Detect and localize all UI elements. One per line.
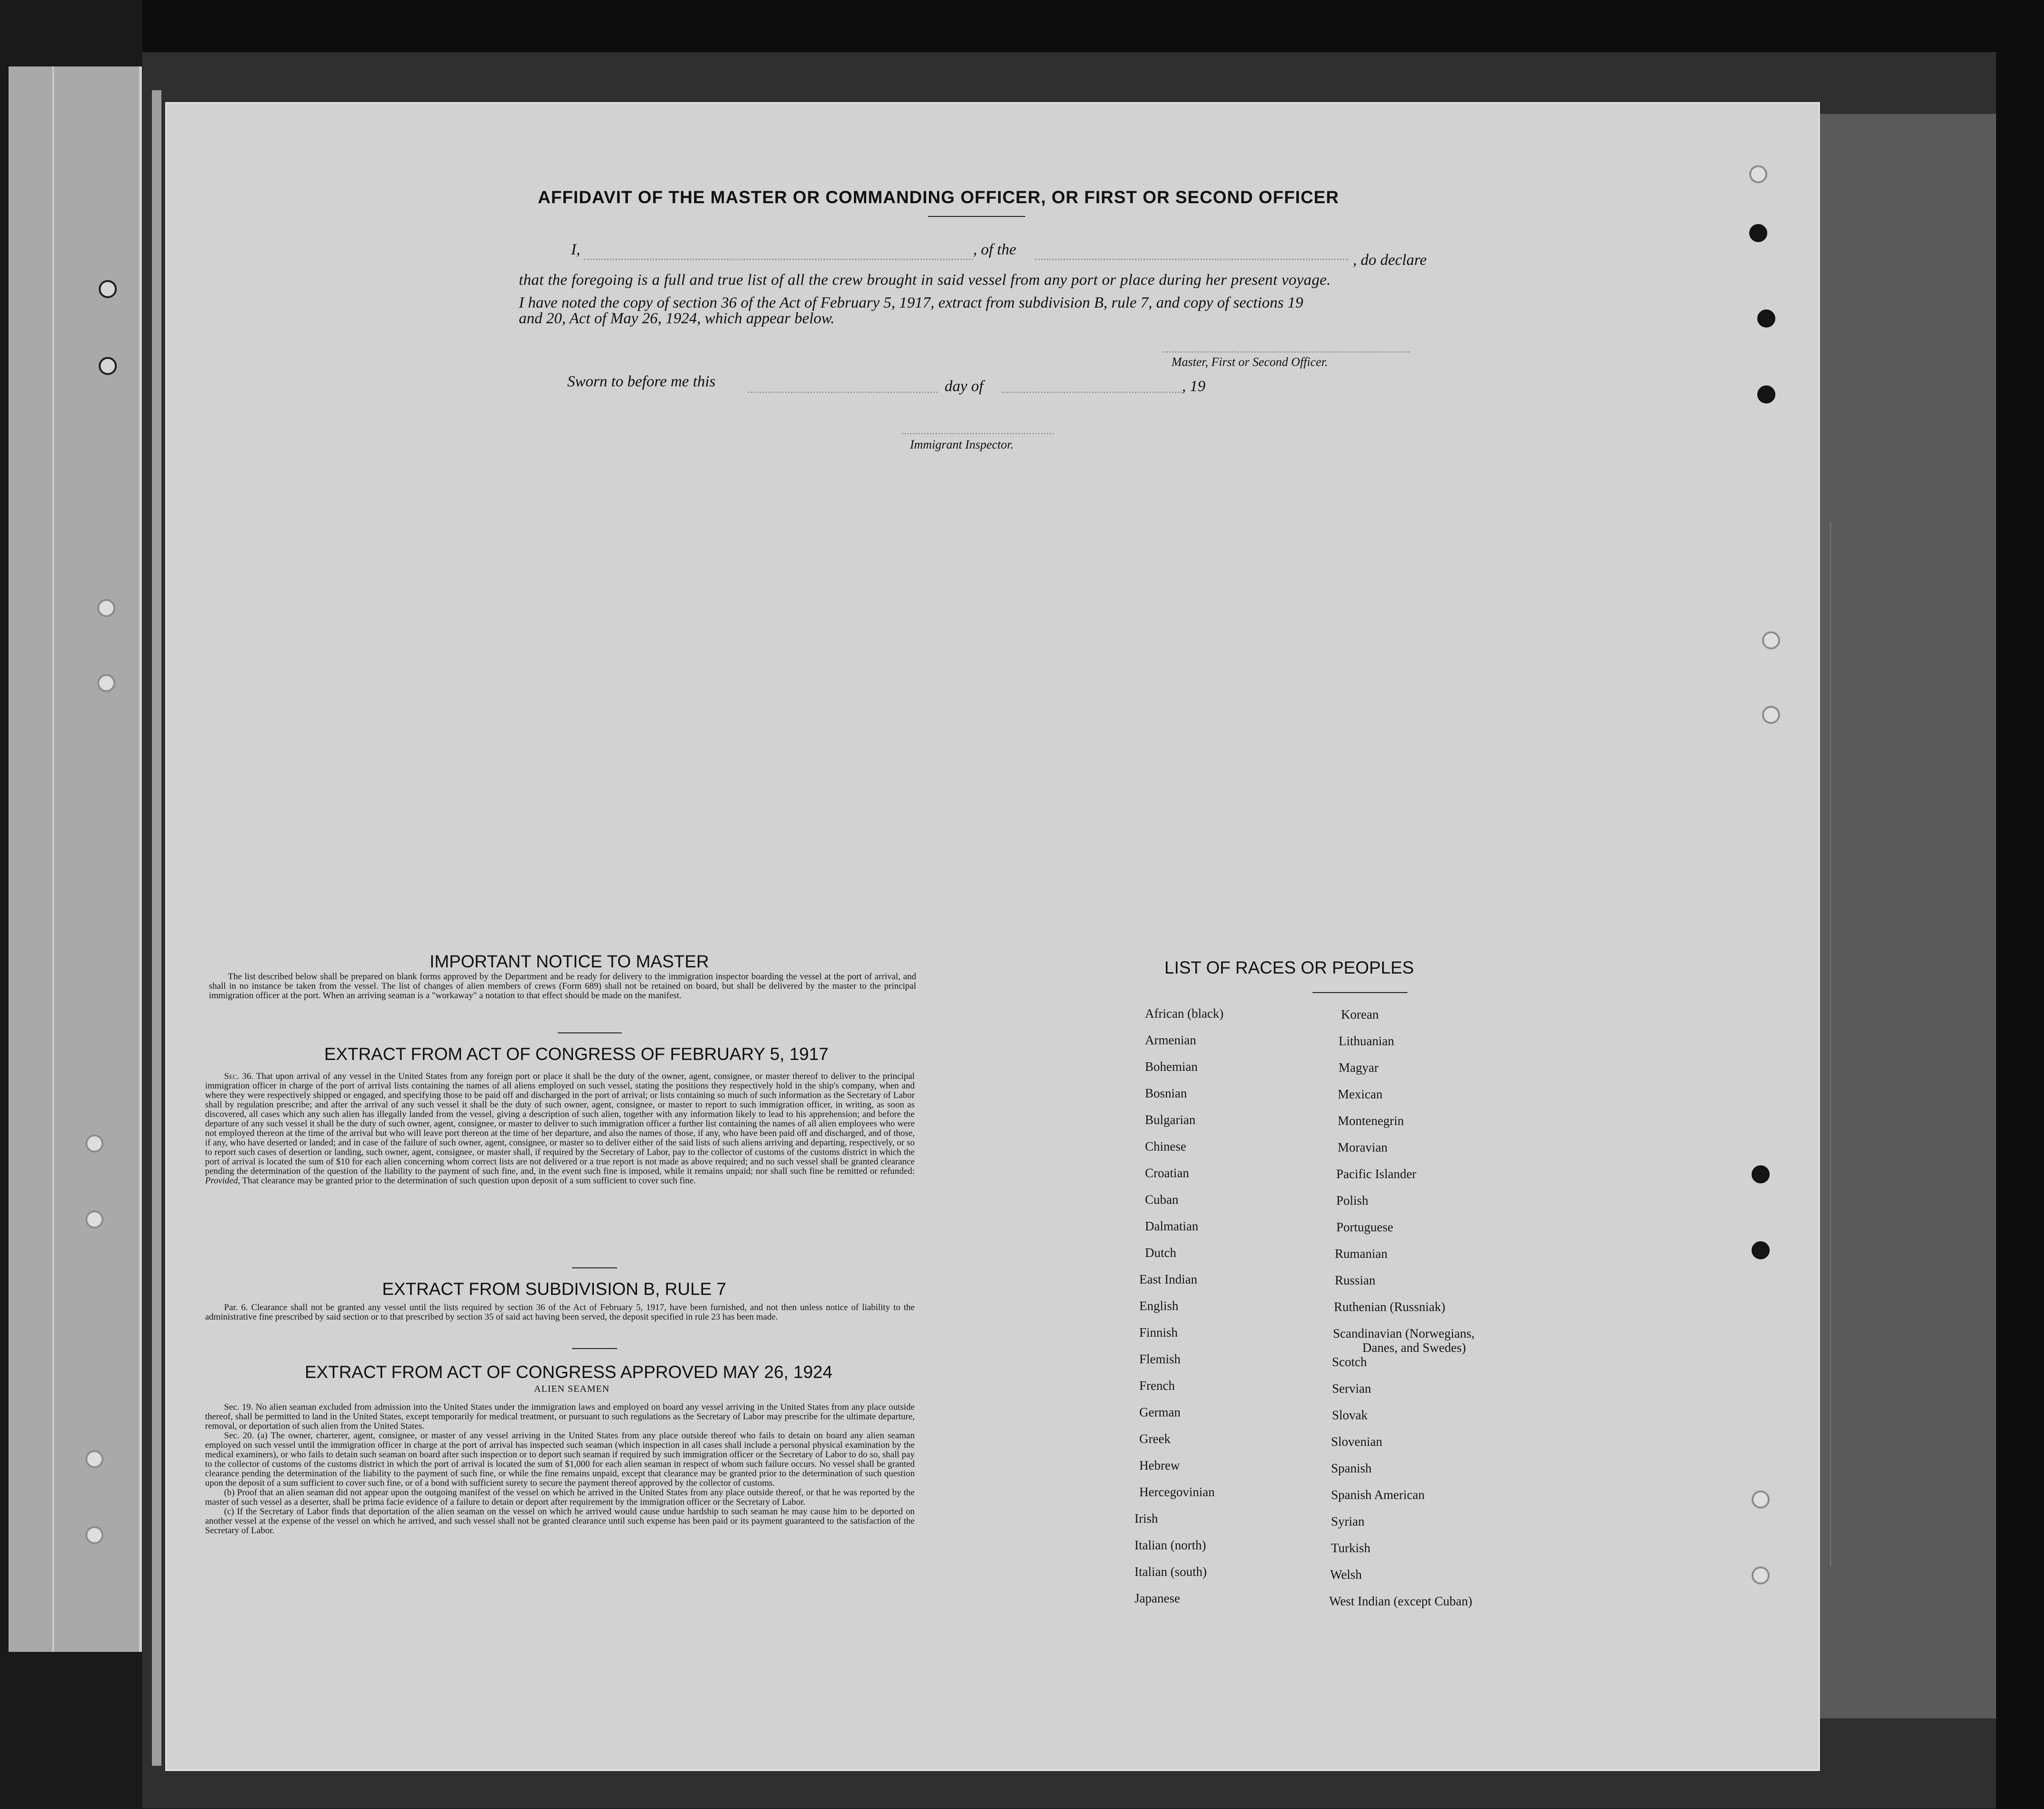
race-left-14: French <box>1139 1378 1175 1393</box>
sworn-label: Sworn to before me this <box>567 373 716 390</box>
race-right-19: Spanish American <box>1331 1488 1425 1502</box>
race-left-19: Irish <box>1135 1511 1158 1526</box>
day-of-label: day of <box>945 378 984 395</box>
subdivision-b-title: EXTRACT FROM SUBDIVISION B, RULE 7 <box>382 1279 727 1299</box>
race-right-1: Lithuanian <box>1339 1034 1394 1048</box>
race-left-5: Chinese <box>1145 1139 1186 1153</box>
act-1917-text <box>205 1072 915 1186</box>
binder-hole-icon <box>1762 706 1780 724</box>
sec-36-label: Sec. 36. <box>224 1071 253 1081</box>
section-divider <box>572 1267 617 1268</box>
par-6-text: Par. 6. Clearance shall not be granted any vessel until the lists required by section 36 of the Act of February 5, 1917, have been furnished, and not then unless notice of liability to the administrative fine prescribed by said section or to that prescribed by section 35 of said act having been served, the deposit specified in rule 23 has been made. <box>205 1303 915 1322</box>
act-1924-title: EXTRACT FROM ACT OF CONGRESS APPROVED MAY 26, 1924 <box>305 1362 833 1382</box>
notice-title: IMPORTANT NOTICE TO MASTER <box>430 952 709 971</box>
sec-20a-text: Sec. 20. (a) The owner, charterer, agent, consignee, or master of any vessel arriving in the United States from any place outside thereof who fails to detain on board any alien seaman employed on such vessel until the immigration officer in charge at the port of arrival has inspected such seaman (which inspection in all cases shall include a personal physical examination by the medical examiners), or who fails to detain such seaman on board after such inspection or to deport such seaman if required by such immigration officer or the Secretary of Labor to do so, shall pay to the collector of customs of the customs district in which the port of arrival is located the sum of $1,000 for each alien seaman in respect of whom such failure occurs. No vessel shall be granted clearance pending the determination of the liability to the payment of such fine, or while the fine remains unpaid, except that clearance may be granted prior to the determination of such question upon the deposit of a sum sufficient to cover such fine, or of a bond with sufficient surety to secure the payment thereof approved by the collector of customs. <box>205 1431 915 1488</box>
race-right-12: Scandinavian (Norwegians, <box>1333 1326 1475 1340</box>
race-left-9: Dutch <box>1145 1246 1176 1260</box>
race-left-2: Bohemian <box>1145 1059 1198 1074</box>
race-left-4: Bulgarian <box>1145 1113 1196 1127</box>
sec-20b-text: (b) Proof that an alien seaman did not appear upon the outgoing manifest of the vessel on which he arrived in the United States from any place outside thereof, or that he was reported by the master of such vessel as a deserter, shall be prima facie evidence of a failure to detain or deport after requirement by the immigration officer or the Secretary of Labor. <box>205 1488 915 1507</box>
race-right-2: Magyar <box>1339 1060 1378 1075</box>
binder-hole-icon <box>1752 1165 1770 1183</box>
binder-hole-icon <box>85 1526 103 1544</box>
title-rule <box>928 216 1025 217</box>
race-left-20: Italian (north) <box>1135 1538 1206 1552</box>
race-right-16: Slovak <box>1332 1408 1368 1422</box>
sec-36-end: That clearance may be granted prior to the determination of such question upon deposit of a sum sufficient to cover such fine. <box>242 1176 696 1186</box>
binder-hole-icon <box>1749 224 1767 242</box>
race-left-18: Hercegovinian <box>1139 1485 1215 1499</box>
race-right-20: Syrian <box>1331 1514 1365 1528</box>
affidavit-line-3: I have noted the copy of section 36 of the Act of February 5, 1917, extract from subdivision B, rule 7, and copy of sections 19 <box>519 294 1303 311</box>
binder-hole-icon <box>1762 631 1780 649</box>
affidavit-title: AFFIDAVIT OF THE MASTER OR COMMANDING OFFICER, OR FIRST OR SECOND OFFICER <box>538 187 1339 207</box>
race-right-14: Scotch <box>1332 1355 1367 1369</box>
adjacent-page-edge <box>9 66 142 1652</box>
race-right-13: Danes, and Swedes) <box>1362 1340 1466 1355</box>
race-right-3: Mexican <box>1338 1087 1383 1101</box>
race-right-6: Pacific Islander <box>1336 1167 1416 1181</box>
sec-19-text: Sec. 19. No alien seaman excluded from admission into the United States under the immigration laws and employed on board any vessel arriving in the United States from any place outside thereof, shall be permitted to land in the United States, except temporarily for medical treatment, or pursuant to such regulations as the Secretary of Labor may prescribe for the ultimate departure, removal, or deportation of such alien from the United States. <box>205 1402 915 1431</box>
race-left-22: Japanese <box>1135 1591 1180 1605</box>
race-left-16: Greek <box>1139 1432 1171 1446</box>
binder-hole-icon <box>1757 385 1775 403</box>
race-left-17: Hebrew <box>1139 1458 1180 1472</box>
race-left-21: Italian (south) <box>1135 1565 1207 1579</box>
binder-hole-icon <box>97 599 115 617</box>
races-rule <box>1313 992 1407 993</box>
race-right-18: Spanish <box>1331 1461 1372 1475</box>
year-label: , 19 <box>1182 378 1206 395</box>
affidavit-i-label: I, <box>571 241 581 258</box>
underlying-page-lines <box>1830 522 1955 1566</box>
race-right-7: Polish <box>1336 1193 1369 1208</box>
race-right-17: Slovenian <box>1331 1434 1382 1449</box>
master-signature-field[interactable] <box>1163 351 1410 353</box>
affidavit-of-the: , of the <box>973 241 1016 258</box>
sworn-day-field[interactable] <box>748 392 938 393</box>
race-left-3: Bosnian <box>1145 1086 1187 1100</box>
inspector-label: Immigrant Inspector. <box>910 438 1014 451</box>
race-right-22: Welsh <box>1330 1567 1362 1582</box>
race-left-0: African (black) <box>1145 1006 1224 1021</box>
sec-36-body: That upon arrival of any vessel in the United States from any foreign port or place it shall be the duty of the owner, agent, consignee, or master thereof to deliver to the principal immigration officer in charge of the port of arrival lists containing the names of all aliens employed on such vessel, stating the positions they respectively hold in the ship's company, when and where they were respectively shipped or engaged, and specifying those to be paid off and discharged in the port of arrival; or lists containing so much of such information as the Secretary of Labor shall by regulation prescribe; and after the arrival of any such vessel it shall be the duty of such owner, agent, consignee, or master to report to such immigration officer, in writing, as soon as discovered, all cases which any such alien has illegally landed from the vessel, giving a description of such alien, together with any information likely to lead to his apprehension; and before the departure of any such vessel it shall be the duty of such owner, agent, consignee, or master to deliver to such immigration officer a further list containing the names of all alien employees who were not employed thereon at the time of the arrival but who will leave port thereon at the time of her departure, and also the names of those, if any, who have been paid off and discharged, and of those, if any, who have deserted or landed; and in case of the failure of such owner, agent, consignee, or master so to deliver either of the said lists of such aliens arriving and departing, respectively, or so to report such cases of desertion or landing, such owner, agent, consignee, or master shall, if required by the Secretary of Labor, pay to the collector of customs of the customs district in which the port of arrival is located the sum of $10 for each alien concerning whom correct lists are not delivered or a true report is not made as above required; and no such vessel shall be granted clearance pending the determination of the question of the liability to the payment of such fine, and, in the event such fine is imposed, while it remains unpaid; nor shall such fine be remitted or refunded: <box>205 1071 915 1176</box>
race-left-10: East Indian <box>1139 1272 1198 1286</box>
notice-text <box>209 972 916 1001</box>
race-right-10: Russian <box>1335 1273 1376 1287</box>
act-1917-title: EXTRACT FROM ACT OF CONGRESS OF FEBRUARY 5, 1917 <box>324 1044 829 1064</box>
races-title: LIST OF RACES OR PEOPLES <box>1164 958 1414 977</box>
section-divider <box>572 1348 617 1349</box>
binder-hole-icon <box>1749 165 1767 183</box>
inspector-signature-field[interactable] <box>902 433 1054 434</box>
race-left-11: English <box>1139 1299 1179 1313</box>
notice-paragraph: The list described below shall be prepared on blank forms approved by the Department and be ready for delivery to the immigration inspector boarding the vessel at the port of arrival, and shall in no instance be taken from the vessel. The list of changes of alien members of crews (Form 689) shall not be retained on board, but shall be delivered by the master to the principal immigration officer at the port. When an arriving seaman is a "workaway" a notation to that effect should be made on the manifest. <box>209 972 916 1001</box>
binder-hole-icon <box>99 357 117 375</box>
subdivision-b-text <box>205 1303 915 1322</box>
race-right-9: Rumanian <box>1335 1247 1388 1261</box>
race-right-11: Ruthenian (Russniak) <box>1334 1300 1445 1314</box>
binder-hole-icon <box>85 1450 103 1468</box>
section-divider <box>558 1032 622 1033</box>
race-right-21: Turkish <box>1331 1541 1371 1555</box>
affidavit-line-4: and 20, Act of May 26, 1924, which appear below. <box>519 310 835 327</box>
race-left-13: Flemish <box>1139 1352 1181 1366</box>
binder-hole-icon <box>85 1210 103 1228</box>
provided-label: Provided, <box>205 1176 240 1186</box>
race-left-7: Cuban <box>1145 1192 1179 1207</box>
alien-seamen-subtitle: ALIEN SEAMEN <box>534 1384 610 1394</box>
binding-edge <box>152 90 161 1766</box>
binder-hole-icon <box>99 280 117 298</box>
race-left-6: Croatian <box>1145 1166 1189 1180</box>
race-right-15: Servian <box>1332 1381 1371 1396</box>
race-left-15: German <box>1139 1405 1181 1419</box>
binder-hole-icon <box>85 1134 103 1153</box>
sworn-month-field[interactable] <box>1002 392 1182 393</box>
race-right-4: Montenegrin <box>1338 1114 1404 1128</box>
master-name-field[interactable] <box>584 259 973 260</box>
race-right-23: West Indian (except Cuban) <box>1329 1594 1472 1608</box>
sec-20c-text: (c) If the Secretary of Labor finds that deportation of the alien seaman on the vessel on which he arrived would cause undue hardship to such seaman he may cause him to be deported on another vessel at the expense of the vessel on which he arrived, and such vessel shall not be granted clearance until such expense has been paid or its payment guaranteed to the satisfaction of the Secretary of Labor. <box>205 1507 915 1536</box>
binder-hole-icon <box>97 674 115 692</box>
binder-hole-icon <box>1757 309 1775 328</box>
affidavit-line-2: that the foregoing is a full and true list of all the crew brought in said vessel from any port or place during her present voyage. <box>519 272 1331 289</box>
binder-hole-icon <box>1752 1490 1770 1509</box>
race-left-8: Dalmatian <box>1145 1219 1199 1233</box>
binder-hole-icon <box>1752 1566 1770 1584</box>
race-left-12: Finnish <box>1139 1325 1178 1340</box>
race-right-8: Portuguese <box>1336 1220 1393 1234</box>
race-right-0: Korean <box>1341 1007 1379 1022</box>
race-left-1: Armenian <box>1145 1033 1196 1047</box>
act-1924-text <box>205 1403 915 1536</box>
affidavit-do-declare: , do declare <box>1353 252 1427 269</box>
vessel-name-field[interactable] <box>1035 259 1348 260</box>
race-right-5: Moravian <box>1338 1140 1388 1154</box>
binder-hole-icon <box>1752 1241 1770 1259</box>
page-fold-line <box>52 66 54 1652</box>
master-signature-label: Master, First or Second Officer. <box>1172 355 1328 369</box>
